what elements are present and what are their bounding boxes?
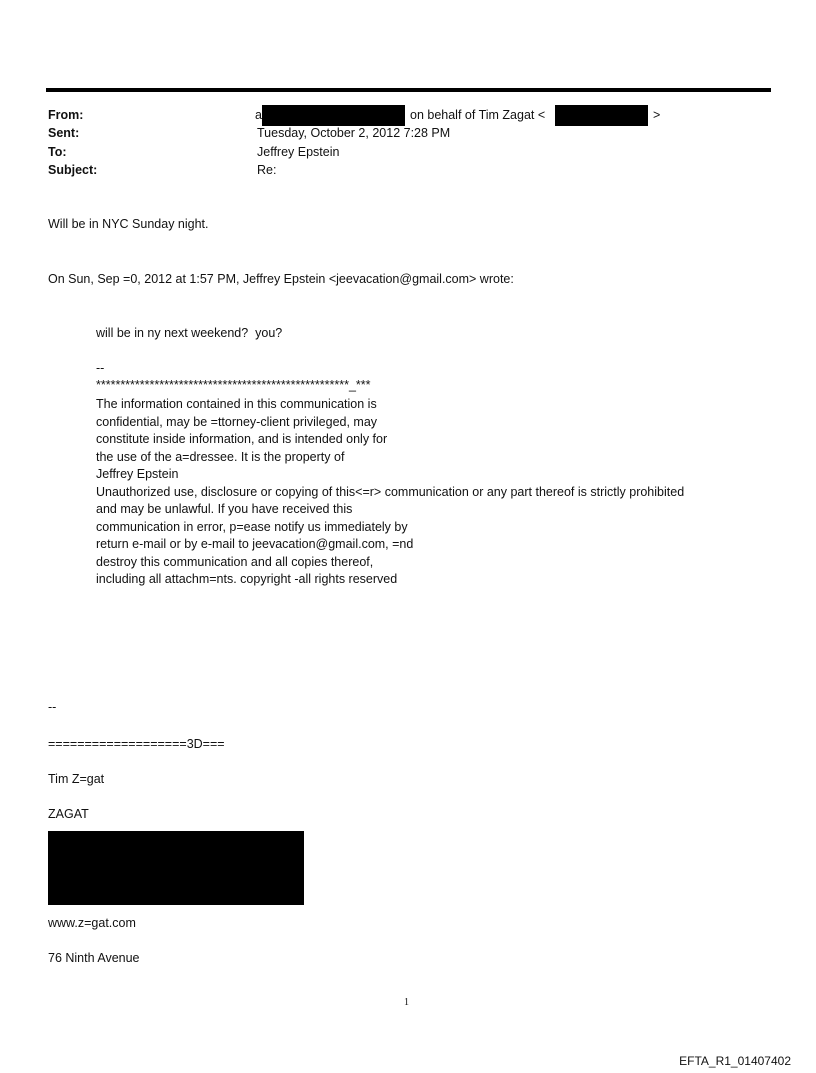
disclaimer-line: the use of the a=dressee. It is the property of	[96, 449, 345, 464]
signature-company: ZAGAT	[48, 807, 89, 821]
quoted-stars: ****************************************************_***	[96, 378, 371, 392]
to-value: Jeffrey Epstein	[257, 145, 340, 159]
redaction-signature	[48, 831, 304, 905]
quoted-message: will be in ny next weekend? you?	[96, 326, 283, 340]
subject-label: Subject:	[48, 163, 98, 177]
redaction-from-name	[262, 105, 405, 126]
signature-name: Tim Z=gat	[48, 772, 105, 786]
from-on-behalf: on behalf of Tim Zagat <	[410, 108, 546, 122]
quote-attribution: On Sun, Sep =0, 2012 at 1:57 PM, Jeffrey Epstein <jeevacation@gmail.com> wrote:	[48, 272, 514, 286]
from-suffix: >	[653, 108, 661, 122]
disclaimer-line: The information contained in this communication is	[96, 397, 377, 411]
disclaimer-line: return e-mail or by e-mail to jeevacation@gmail.com, =nd	[96, 537, 414, 551]
disclaimer-line: Jeffrey Epstein	[96, 467, 179, 481]
disclaimer-block	[96, 396, 684, 589]
sent-label: Sent:	[48, 126, 80, 140]
subject-value: Re:	[257, 163, 277, 177]
disclaimer-line: constitute inside information, and is intended only for	[96, 432, 388, 446]
page-number: 1	[404, 997, 409, 1008]
signature-dashes: --	[48, 700, 57, 714]
signature-address: 76 Ninth Avenue	[48, 951, 140, 965]
signature-equals: ===================3D===	[48, 737, 225, 751]
disclaimer-line: destroy this communication and all copies thereof,	[96, 554, 374, 569]
from-prefix: a	[255, 108, 262, 122]
body-line: Will be in NYC Sunday night.	[48, 217, 209, 231]
disclaimer-line: including all attachm=nts. copyright -all rights reserved	[96, 572, 398, 586]
disclaimer-line: Unauthorized use, disclosure or copying of this<=r> communication or any part thereof is strictly prohibited	[96, 484, 685, 499]
disclaimer-line: and may be unlawful. If you have received this	[96, 502, 353, 516]
to-label: To:	[48, 145, 67, 159]
sent-value: Tuesday, October 2, 2012 7:28 PM	[257, 126, 451, 140]
redaction-from-email	[555, 105, 648, 126]
from-label: From:	[48, 108, 84, 122]
header-rule	[46, 88, 771, 92]
document-id: EFTA_R1_01407402	[679, 1054, 791, 1068]
disclaimer-line: communication in error, p=ease notify us immediately by	[96, 519, 408, 534]
disclaimer-line: confidential, may be =ttorney-client privileged, may	[96, 414, 378, 429]
signature-website: www.z=gat.com	[48, 916, 136, 930]
quoted-dashes: --	[96, 361, 105, 375]
